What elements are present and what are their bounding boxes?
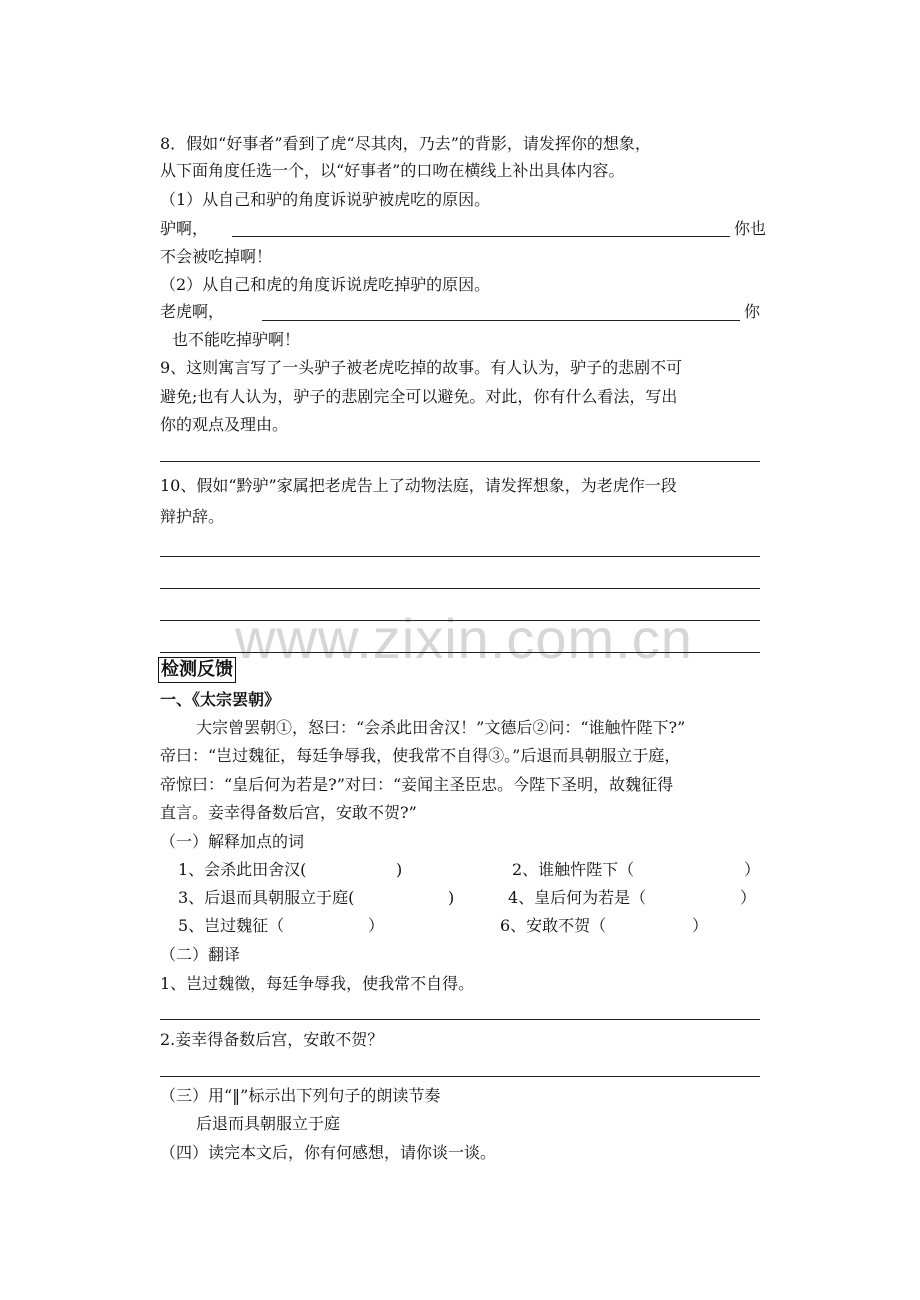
q10-answer-line-2[interactable] <box>160 588 760 589</box>
q9-line-1: 9、这则寓言写了一头驴子被老虎吃掉的故事。有人认为，驴子的悲剧不可 <box>160 358 683 377</box>
item-6-close: ） <box>692 916 709 935</box>
part4-heading: （四）读完本文后，你有何感想，请你谈一谈。 <box>160 1143 497 1162</box>
q8-sub2-answer-line[interactable] <box>262 320 740 321</box>
q9-line-3: 你的观点及理由。 <box>160 415 289 434</box>
q8-sub2-suffix: 你 <box>744 302 761 321</box>
item-1: 1、会杀此田舍汉( <box>178 860 307 879</box>
q8-line-2: 从下面角度任选一个，以“好事者”的口吻在横线上补出具体内容。 <box>160 161 625 180</box>
translate-item-2: 2.妾幸得备数后宫，安敢不贺？ <box>160 1030 384 1049</box>
q8-line-1: 8．假如“好事者”看到了虎“尽其肉，乃去”的背影，请发挥你的想象， <box>160 134 651 153</box>
item-4-close: ） <box>740 888 757 907</box>
item-2: 2、谁触忤陛下（ <box>512 860 635 879</box>
q8-sub2-prompt: （2）从自己和虎的角度诉说虎吃掉驴的原因。 <box>160 275 491 294</box>
q10-answer-line-1[interactable] <box>160 556 760 557</box>
part1-heading: （一）解释加点的词 <box>160 832 305 851</box>
q10-line-2: 辩护辞。 <box>160 507 225 526</box>
passage-line-4: 直言。妾幸得备数后宫，安敢不贺?” <box>160 803 417 822</box>
q8-sub1-prefix: 驴啊， <box>160 219 209 238</box>
q8-sub2-end: 也不能吃掉驴啊！ <box>172 330 301 349</box>
watermark: www.zixin.com.cn <box>235 607 693 670</box>
item-2-close: ） <box>744 860 761 879</box>
item-1-close: ) <box>396 860 403 879</box>
q8-sub1-end: 不会被吃掉啊！ <box>160 247 273 266</box>
translate-answer-line-2[interactable] <box>160 1076 760 1077</box>
item-3: 3、后退而具朝服立于庭( <box>178 888 355 907</box>
q10-answer-line-3[interactable] <box>160 620 760 621</box>
passage-line-3: 帝惊曰：“皇后何为若是?”对曰：“妾闻主圣臣忠。今陛下圣明，故魏征得 <box>160 775 674 794</box>
item-5: 5、岂过魏征（ <box>178 916 285 935</box>
q8-sub1-answer-line[interactable] <box>232 236 730 237</box>
translate-answer-line-1[interactable] <box>160 1019 760 1020</box>
item-3-close: ) <box>448 888 455 907</box>
q8-sub1-prompt: （1）从自己和驴的角度诉说驴被虎吃的原因。 <box>160 190 491 209</box>
q10-answer-line-4[interactable] <box>160 652 760 653</box>
part3-sentence: 后退而具朝服立于庭 <box>196 1114 341 1133</box>
section-title-box: 检测反馈 <box>158 657 236 683</box>
q8-sub1-suffix: 你也 <box>734 219 767 238</box>
q8-sub2-prefix: 老虎啊， <box>160 302 225 321</box>
passage-line-1: 大宗曾罢朝①，怒曰：“会杀此田舍汉！”文德后②问：“谁触忤陛下?” <box>196 718 686 737</box>
translate-item-1: 1、岂过魏徵，每廷争辱我，使我常不自得。 <box>160 974 475 993</box>
section-heading: 一、《太宗罢朝》 <box>160 690 281 709</box>
q9-line-2: 避免;也有人认为，驴子的悲剧完全可以避免。对此，你有什么看法，写出 <box>160 387 678 406</box>
item-4: 4、皇后何为若是（ <box>508 888 647 907</box>
q9-answer-line[interactable] <box>160 461 760 462</box>
part2-heading: （二）翻译 <box>160 945 241 964</box>
part3-heading: （三）用“‖”标示出下列句子的朗读节奏 <box>160 1086 441 1105</box>
q10-line-1: 10、假如“黔驴”家属把老虎告上了动物法庭，请发挥想象，为老虎作一段 <box>160 476 677 495</box>
item-5-close: ） <box>368 916 385 935</box>
passage-line-2: 帝曰：“岂过魏征，每廷争辱我，使我常不自得③。”后退而具朝服立于庭， <box>160 746 681 765</box>
item-6: 6、安敢不贺（ <box>500 916 607 935</box>
